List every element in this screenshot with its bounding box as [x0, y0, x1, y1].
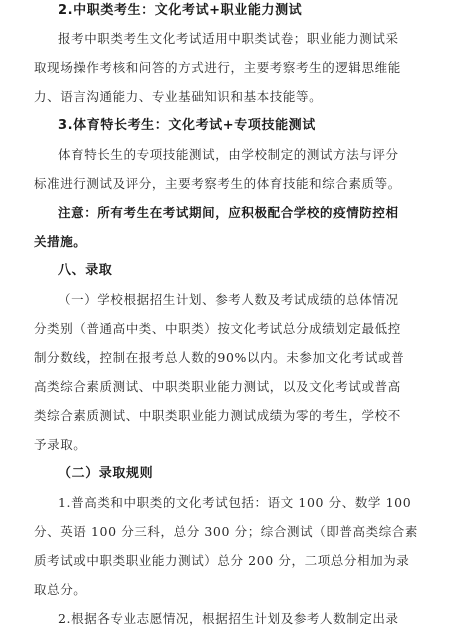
paragraph-line: 力、语言沟通能力、专业基础知识和基本技能等。: [34, 89, 323, 104]
section-heading-rules: （二）录取规则: [58, 466, 154, 481]
notice-line: 注意：所有考生在考试期间，应积极配合学校的疫情防控相: [58, 205, 399, 220]
paragraph-line: 分类别（普通高中类、中职类）按文化考试总分成绩划定最低控: [34, 321, 401, 336]
paragraph-line: 分、英语 100 分三科，总分 300 分；综合测试（即普高类综合素: [34, 524, 419, 539]
section-heading-vocational: 2.中职类考生：文化考试+职业能力测试: [58, 3, 303, 18]
paragraph-line: 制分数线，控制在报考总人数的90%以内。未参加文化考试或普: [34, 350, 405, 365]
paragraph-line: 高类综合素质测试、中职类职业能力测试，以及文化考试或普高: [34, 379, 401, 394]
paragraph-line: 质考试或中职类职业能力测试）总分 200 分，二项总分相加为录: [34, 553, 410, 568]
paragraph-line: 报考中职类考生文化考试适用中职类试卷；职业能力测试采: [58, 31, 399, 46]
paragraph-line: 1.普高类和中职类的文化考试包括：语文 100 分、数学 100: [58, 495, 412, 510]
notice-line: 关措施。: [34, 234, 87, 249]
paragraph-line: 类综合素质测试、中职类职业能力测试成绩为零的考生，学校不: [34, 408, 401, 423]
paragraph-line: 予录取。: [34, 437, 87, 452]
paragraph-line: （一）学校根据招生计划、参考人数及考试成绩的总体情况: [58, 292, 399, 307]
paragraph-line: 2.根据各专业志愿情况，根据招生计划及参考人数制定出录: [58, 611, 399, 626]
paragraph-line: 体育特长生的专项技能测试，由学校制定的测试方法与评分: [58, 147, 399, 162]
paragraph-line: 取现场操作考核和问答的方式进行，主要考察考生的逻辑思维能: [34, 60, 401, 75]
section-heading-sports: 3.体育特长考生：文化考试+专项技能测试: [58, 118, 316, 133]
paragraph-line: 取总分。: [34, 582, 87, 597]
section-heading-admission: 八、录取: [58, 263, 113, 278]
paragraph-line: 标准进行测试及评分，主要考察考生的体育技能和综合素质等。: [34, 176, 401, 191]
